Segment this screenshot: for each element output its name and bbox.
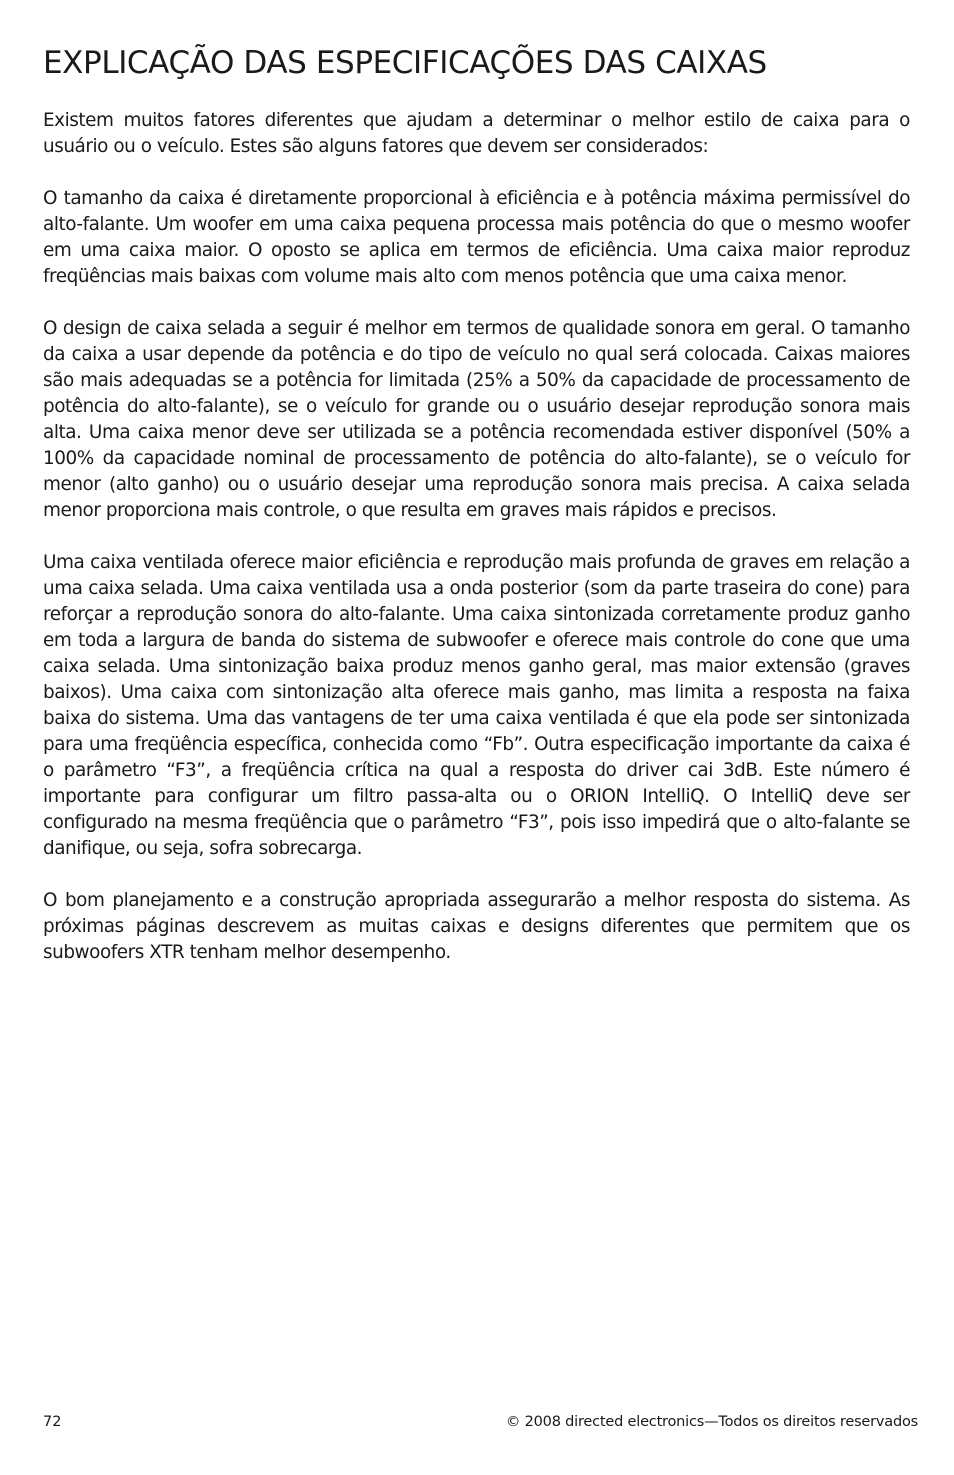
page-number: 72 <box>43 1414 62 1430</box>
page-footer <box>43 1410 918 1434</box>
paragraph-box-size: O tamanho da caixa é diretamente proporcional à eficiência e à potência máxima permissível do alto-falante. Um woofer em uma caixa pequena processa mais potência do que o mesmo woofer em uma caixa maior. O oposto se aplica em termos de eficiência. Uma caixa maior reproduz freqüências mais baixas com volume mais alto com menos potência que uma caixa menor. <box>43 188 910 287</box>
paragraph-conclusion: O bom planejamento e a construção apropriada assegurarão a melhor resposta do sistema. As próximas páginas descrevem as muitas caixas e designs diferentes que permitem que os subwoofers XTR tenham melhor desempenho. <box>43 890 910 963</box>
copyright-notice: © 2008 directed electronics—Todos os direitos reservados <box>505 1414 918 1430</box>
paragraph-sealed-box: O design de caixa selada a seguir é melhor em termos de qualidade sonora em geral. O tamanho da caixa a usar depende da potência e do tipo de veículo no qual será colocada. Caixas maiores são mais adequadas se a potência for limitada (25% a 50% da capacidade de processamento de potência do alto-falante), se o veículo for grande ou o usuário desejar reprodução sonora mais alta. Uma caixa menor deve ser utilizada se a potência recomendada estiver disponível (50% a 100% da capacidade nominal de processamento de potência do alto-falante), se o veículo for menor (alto ganho) ou o usuário desejar uma reprodução sonora mais precisa. A caixa selada menor proporciona mais controle, o que resulta em graves mais rápidos e precisos. <box>43 318 910 521</box>
body-text <box>43 108 910 992</box>
page-title: EXPLICAÇÃO DAS ESPECIFICAÇÕES DAS CAIXAS <box>43 45 767 81</box>
paragraph-vented-box: Uma caixa ventilada oferece maior eficiência e reprodução mais profunda de graves em relação a uma caixa selada. Uma caixa ventilada usa a onda posterior (som da parte traseira do cone) para reforçar a reprodução sonora do alto-falante. Uma caixa sintonizada corretamente produz ganho em toda a largura de banda do sistema de subwoofer e oferece mais controle do cone que uma caixa selada. Uma sintonização baixa produz menos ganho geral, mas maior extensão (graves baixos). Uma caixa com sintonização alta oferece mais ganho, mas limita a resposta na faixa baixa do sistema. Uma das vantagens de ter uma caixa ventilada é que ela pode ser sintonizada para uma freqüência específica, conhecida como “Fb”. Outra especificação importante da caixa é o parâmetro “F3”, a freqüência crítica na qual a resposta do driver cai 3dB. Este número é importante para configurar um filtro passa-alta ou o ORION IntelliQ. O IntelliQ deve ser configurado na mesma freqüência que o parâmetro “F3”, pois isso impedirá que o alto-falante se danifique, ou seja, sofra sobrecarga. <box>43 552 910 859</box>
paragraph-intro: Existem muitos fatores diferentes que ajudam a determinar o melhor estilo de caixa para o usuário ou o veículo. Estes são alguns fatores que devem ser considerados: <box>43 110 910 157</box>
